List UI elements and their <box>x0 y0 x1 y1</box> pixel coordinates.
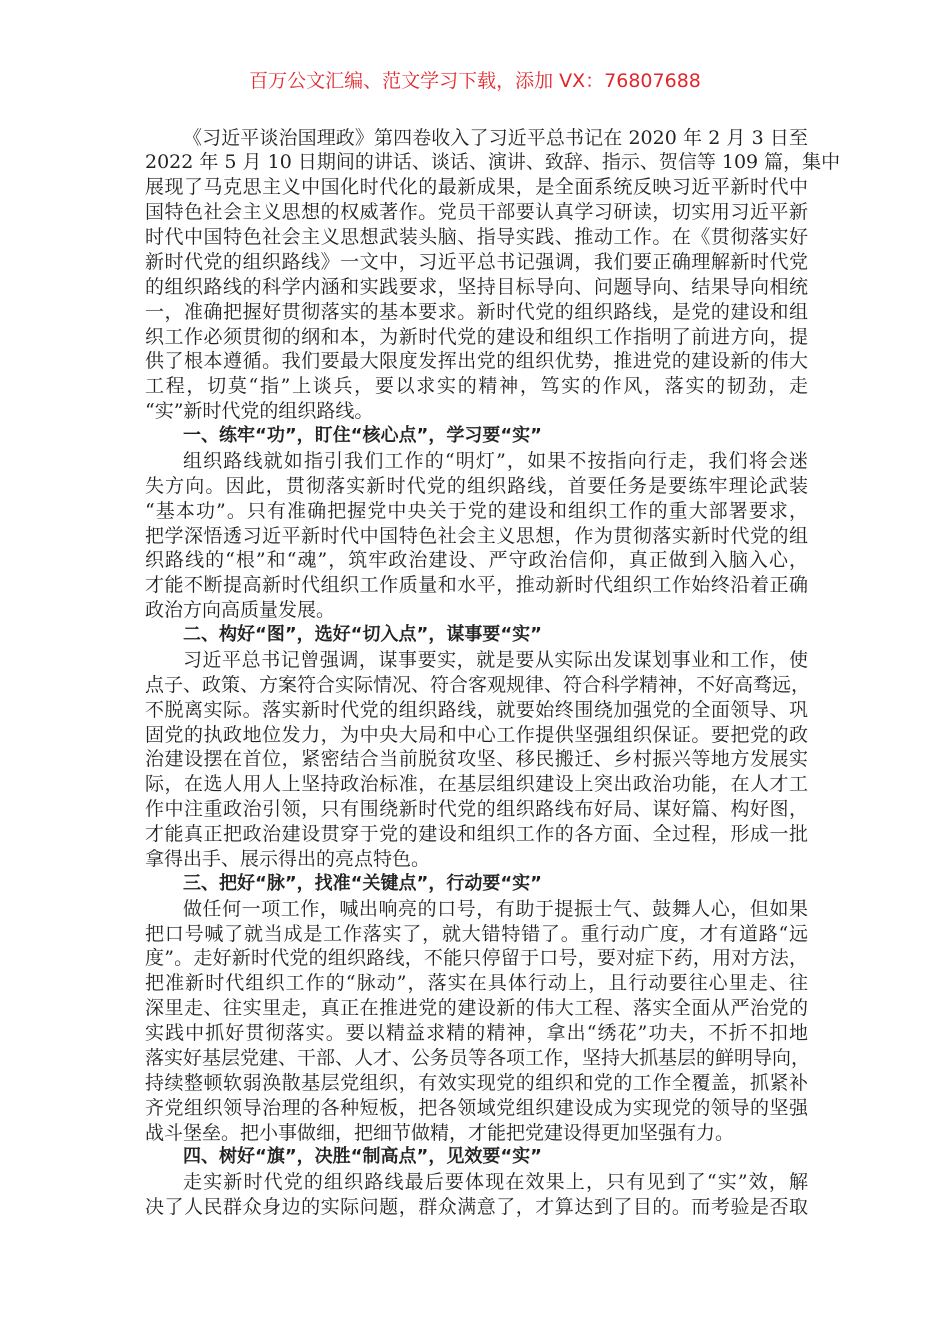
text-line: 失方向。因此，贯彻落实新时代党的组织路线，首要任务是要练牢理论武装 <box>145 474 808 497</box>
text-line: 落实好基层党建、干部、人才、公务员等各项工作，坚持大抓基层的鲜明导向， <box>145 1046 811 1069</box>
text-line: 不脱离实际。落实新时代党的组织路线，就要始终围绕加强党的全面领导、巩 <box>145 698 808 721</box>
paragraph <box>145 449 808 623</box>
section-heading: 三、把好“脉”，找准“关键点”，行动要“实” <box>183 872 542 894</box>
text-line: 组织路线就如指引我们工作的“明灯”，如果不按指向行走，我们将会迷 <box>183 449 808 472</box>
text-line: “基本功”。只有准确把握党中央关于党的建设和组织工作的重大部署要求， <box>145 499 808 522</box>
text-line: 国特色社会主义思想的权威著作。党员干部要认真学习研读，切实用习近平新 <box>145 201 808 224</box>
text-line: 战斗堡垒。把小事做细，把细节做精，才能把党建设得更加坚强有力。 <box>145 1121 735 1144</box>
text-line: 度”。走好新时代党的组织路线，不能只停留于口号，要对症下药，用对方法， <box>145 947 808 970</box>
text-line: 把口号喊了就当成是工作落实了，就大错特错了。重行动广度，才有道路“远 <box>145 922 808 945</box>
text-line: 展现了马克思主义中国化时代化的最新成果，是全面系统反映习近平新时代中 <box>145 176 808 199</box>
section-heading: 四、树好“旗”，决胜“制高点”，见效要“实” <box>183 1146 542 1168</box>
paragraph <box>145 648 811 872</box>
text-line: 作中注重政治引领，只有围绕新时代党的组织路线布好局、谋好篇、构好图， <box>145 798 808 821</box>
text-line: 决了人民群众身边的实际问题，群众满意了，才算达到了目的。而考验是否取 <box>145 1196 808 1219</box>
text-line: 齐党组织领导治理的各种短板，把各领域党组织建设成为实现党的领导的坚强 <box>145 1096 808 1119</box>
text-line: 工程，切莫“指”上谈兵，要以求实的精神，笃实的作风，落实的韧劲，走 <box>145 375 808 398</box>
text-line: 供了根本遵循。我们要最大限度发挥出党的组织优势，推进党的建设新的伟大 <box>145 350 808 373</box>
text-line: 《习近平谈治国理政》第四卷收入了习近平总书记在 2020 年 2 月 3 日至 <box>183 126 808 149</box>
text-line: 深里走、往实里走，真正在推进党的建设新的伟大工程、落实全面从严治党的 <box>145 997 808 1020</box>
text-line: 走实新时代党的组织路线最后要体现在效果上，只有见到了“实”效，解 <box>183 1171 808 1194</box>
paragraph <box>145 126 841 425</box>
text-line: 的组织路线的科学内涵和实践要求，坚持目标导向、问题导向、结果导向相统 <box>145 275 808 298</box>
text-line: 一，准确把握好贯彻落实的基本要求。新时代党的组织路线，是党的建设和组 <box>145 300 808 323</box>
document-body <box>145 126 841 1221</box>
text-line: 织路线的“根”和“魂”，筑牢政治建设、严守政治信仰，真正做到入脑入心， <box>145 549 808 572</box>
text-line: 时代中国特色社会主义思想武装头脑、指导实践、推动工作。在《贯彻落实好 <box>145 226 808 248</box>
text-line: 把准新时代组织工作的“脉动”，落实在具体行动上，且行动要往心里走、往 <box>145 972 808 995</box>
watermark-header: 百万公文汇编、范文学习下载，添加 VX：76807688 <box>249 70 701 92</box>
text-line: 固党的执政地位发力，为中央大局和中心工作提供坚强组织保证。要把党的政 <box>145 723 808 746</box>
text-line: 2022 年 5 月 10 日期间的讲话、谈话、演讲、致辞、指示、贺信等 109 篇，集中 <box>145 151 841 174</box>
paragraph <box>145 1170 808 1220</box>
text-line: 习近平总书记曾强调，谋事要实，就是要从实际出发谋划事业和工作，使 <box>183 648 808 671</box>
text-line: 拿得出手、展示得出的亮点特色。 <box>145 847 431 870</box>
text-line: 才能真正把政治建设贯穿于党的建设和组织工作的各方面、全过程，形成一批 <box>145 823 808 845</box>
text-line: 把学深悟透习近平新时代中国特色社会主义思想，作为贯彻落实新时代党的组 <box>145 524 808 547</box>
text-line: 新时代党的组织路线》一文中，习近平总书记强调，我们要正确理解新时代党 <box>145 250 808 273</box>
text-line: 才能不断提高新时代组织工作质量和水平，推动新时代组织工作始终沿着正确 <box>145 574 808 597</box>
paragraph <box>145 897 811 1146</box>
text-line: 政治方向高质量发展。 <box>145 599 336 622</box>
section-heading: 一、练牢“功”，盯住“核心点”，学习要“实” <box>183 425 542 446</box>
text-line: 做任何一项工作，喊出响亮的口号，有助于提振士气、鼓舞人心，但如果 <box>183 897 808 920</box>
text-line: 实践中抓好贯彻落实。要以精益求精的精神，拿出“绣花”功夫，不折不扣地 <box>145 1022 808 1044</box>
text-line: 际，在选人用人上坚持政治标准，在基层组织建设上突出政治功能，在人才工 <box>145 773 808 796</box>
text-line: 治建设摆在首位，紧密结合当前脱贫攻坚、移民搬迁、乡村振兴等地方发展实 <box>145 748 808 771</box>
text-line: 点子、政策、方案符合实际情况、符合客观规律、符合科学精神，不好高骛远， <box>145 673 811 696</box>
text-line: 持续整顿软弱涣散基层党组织，有效实现党的组织和党的工作全覆盖，抓紧补 <box>145 1071 808 1094</box>
text-line: “实”新时代党的组织路线。 <box>145 400 374 423</box>
text-line: 织工作必须贯彻的纲和本，为新时代党的建设和组织工作指明了前进方向，提 <box>145 325 808 348</box>
section-heading: 二、构好“图”，选好“切入点”，谋事要“实” <box>183 624 542 645</box>
